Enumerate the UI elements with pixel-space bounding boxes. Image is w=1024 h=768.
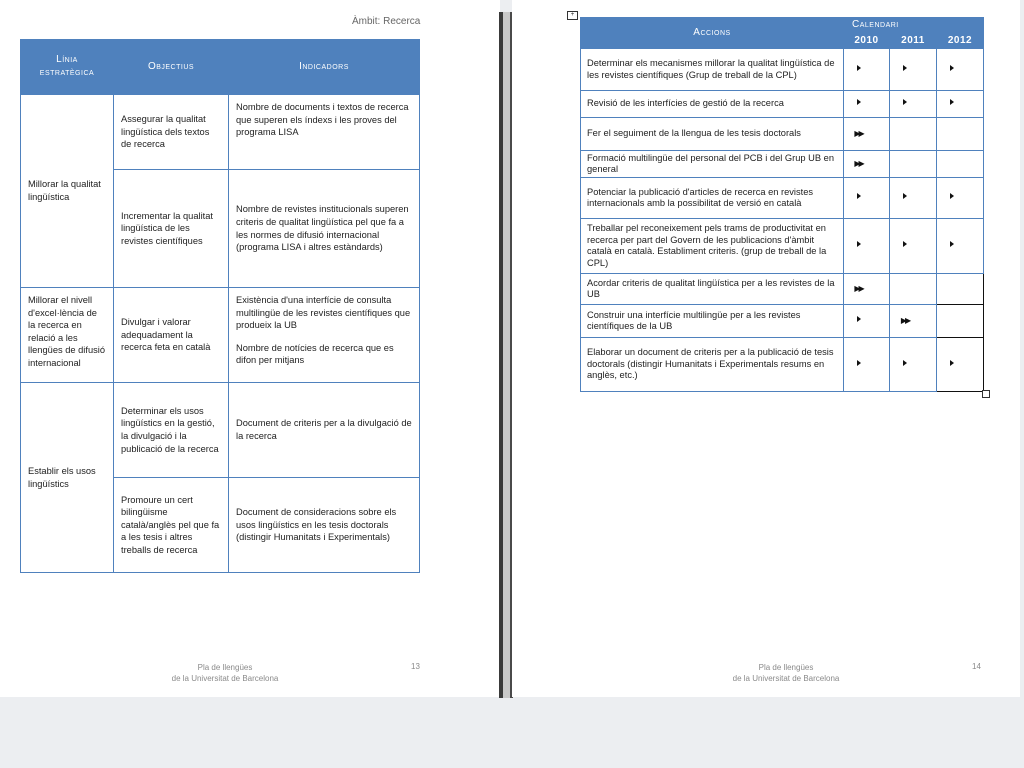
calendar-cell	[937, 178, 984, 219]
actions-body	[581, 49, 984, 392]
table-row	[21, 383, 420, 478]
page-footer	[711, 662, 861, 684]
year-header: 2012	[937, 33, 984, 49]
footer-line: Pla de llengües	[758, 663, 814, 672]
action-cell: Elaborar un document de criteris per a la publicació de tesis doctorals (distingir Humanitats i Experimentals resums en anglès, etc.)	[581, 338, 844, 392]
indicator-text: Existència d'una interfície de consulta multilingüe de les revistes científiques que produeix la UB	[236, 295, 411, 331]
table-resize-handle[interactable]	[982, 390, 990, 398]
calendar-cell	[937, 338, 984, 392]
page-number: 14	[972, 662, 981, 671]
play-icon	[857, 360, 861, 366]
table-row	[581, 274, 984, 305]
indicator-cell: Nombre de revistes institucionals superen criteris de qualitat lingüística pel que fa a les normes de difusió internacional (programa LISA i altres estàndards)	[229, 170, 420, 288]
action-cell: Formació multilingüe del personal del PCB i del Grup UB en general	[581, 151, 844, 178]
table-row	[581, 305, 984, 338]
column-header-calendar: Calendari	[844, 18, 984, 34]
page-number: 13	[411, 662, 420, 671]
table-row	[581, 219, 984, 274]
calendar-cell	[844, 305, 890, 338]
table-header-row	[581, 18, 984, 34]
column-header-line: Línia estratègica	[21, 40, 114, 95]
fast-forward-icon: ▶▶	[854, 128, 863, 138]
indicator-cell: Document de criteris per a la divulgació de la recerca	[229, 383, 420, 478]
play-icon	[903, 65, 907, 71]
play-icon	[950, 99, 954, 105]
play-icon	[857, 193, 861, 199]
calendar-cell	[844, 118, 890, 151]
calendar-cell	[937, 151, 984, 178]
table-row	[21, 288, 420, 383]
calendar-cell	[844, 338, 890, 392]
calendar-cell	[844, 151, 890, 178]
indicator-cell: Document de consideracions sobre els usos lingüístics en les tesis doctorals (distingir Humanitats i Experimentals)	[229, 478, 420, 573]
page-header: Àmbit: Recerca	[352, 16, 421, 27]
objective-cell: Promoure un cert bilingüisme català/anglès pel que fa a les tesis i altres treballs de recerca	[114, 478, 229, 573]
calendar-cell	[937, 274, 984, 305]
table-move-handle[interactable]: +	[567, 11, 578, 20]
action-cell: Revisió de les interfícies de gestió de la recerca	[581, 91, 844, 118]
year-header: 2011	[890, 33, 937, 49]
strategic-line-cell: Establir els usos lingüístics	[21, 383, 114, 573]
indicator-cell: Nombre de documents i textos de recerca que superen els índexs i les proves del programa LISA	[229, 95, 420, 170]
table-row	[581, 118, 984, 151]
calendar-cell	[890, 305, 937, 338]
action-cell: Determinar els mecanismes millorar la qualitat lingüística de les revistes científiques (Grup de treball de la CPL)	[581, 49, 844, 91]
action-cell: Fer el seguiment de la llengua de les tesis doctorals	[581, 118, 844, 151]
calendar-cell	[890, 178, 937, 219]
calendar-cell	[890, 49, 937, 91]
table-row	[21, 95, 420, 170]
page-footer	[150, 662, 300, 684]
play-icon	[857, 99, 861, 105]
play-icon	[950, 193, 954, 199]
footer-line: de la Universitat de Barcelona	[732, 674, 840, 683]
play-icon	[857, 241, 861, 247]
play-icon	[857, 316, 861, 322]
calendar-cell	[937, 118, 984, 151]
action-cell: Acordar criteris de qualitat lingüística per a les revistes de la UB	[581, 274, 844, 305]
document-page-13	[0, 0, 500, 697]
indicator-text: Nombre de notícies de recerca que es difon per mitjans	[236, 342, 394, 366]
action-cell: Construir una interfície multilingüe per a les revistes científiques de la UB	[581, 305, 844, 338]
objective-cell: Assegurar la qualitat lingüística dels textos de recerca	[114, 95, 229, 170]
table-row	[581, 151, 984, 178]
calendar-cell	[937, 91, 984, 118]
play-icon	[950, 241, 954, 247]
calendar-cell	[844, 178, 890, 219]
actions-table	[580, 17, 984, 392]
fast-forward-icon: ▶▶	[854, 158, 863, 168]
table-header-row	[21, 40, 420, 95]
calendar-cell	[844, 219, 890, 274]
objective-cell: Divulgar i valorar adequadament la recerca feta en català	[114, 288, 229, 383]
calendar-cell	[890, 274, 937, 305]
table-row	[581, 91, 984, 118]
play-icon	[950, 360, 954, 366]
action-cell: Potenciar la publicació d'articles de recerca en revistes internacionals amb la possibilitat de versió en català	[581, 178, 844, 219]
table-row	[581, 49, 984, 91]
calendar-cell	[844, 49, 890, 91]
calendar-cell	[937, 49, 984, 91]
play-icon	[857, 65, 861, 71]
table-row	[581, 338, 984, 392]
objective-cell: Determinar els usos lingüístics en la gestió, la divulgació i la publicació de la recerca	[114, 383, 229, 478]
column-header-actions: Accions	[581, 18, 844, 49]
fast-forward-icon: ▶▶	[900, 315, 910, 325]
footer-line: de la Universitat de Barcelona	[171, 674, 279, 683]
play-icon	[903, 241, 907, 247]
fast-forward-icon: ▶▶	[854, 283, 863, 293]
calendar-cell	[890, 91, 937, 118]
calendar-cell	[890, 118, 937, 151]
play-icon	[903, 360, 907, 366]
objective-cell: Incrementar la qualitat lingüística de les revistes científiques	[114, 170, 229, 288]
calendar-cell	[844, 274, 890, 305]
play-icon	[950, 65, 954, 71]
calendar-cell	[937, 219, 984, 274]
calendar-cell	[937, 305, 984, 338]
play-icon	[903, 193, 907, 199]
calendar-cell	[890, 151, 937, 178]
table-row	[581, 178, 984, 219]
column-header-indicators: Indicadors	[229, 40, 420, 95]
play-icon	[903, 99, 907, 105]
calendar-cell	[890, 338, 937, 392]
action-cell: Treballar pel reconeixement pels trams de productivitat en recerca per part del Govern de les publicacions d'àmbit català en català. Establiment criteris. (grup de treball de la CPL)	[581, 219, 844, 274]
strategic-line-cell: Millorar la qualitat lingüística	[21, 95, 114, 288]
column-header-objectives: Objectius	[114, 40, 229, 95]
strategic-line-cell: Millorar el nivell d'excel·lència de la recerca en relació a les llengües de difusió internacional	[21, 288, 114, 383]
year-header: 2010	[844, 33, 890, 49]
calendar-cell	[890, 219, 937, 274]
calendar-cell	[844, 91, 890, 118]
indicator-cell	[229, 288, 420, 383]
strategy-table	[20, 39, 420, 573]
footer-line: Pla de llengües	[197, 663, 253, 672]
